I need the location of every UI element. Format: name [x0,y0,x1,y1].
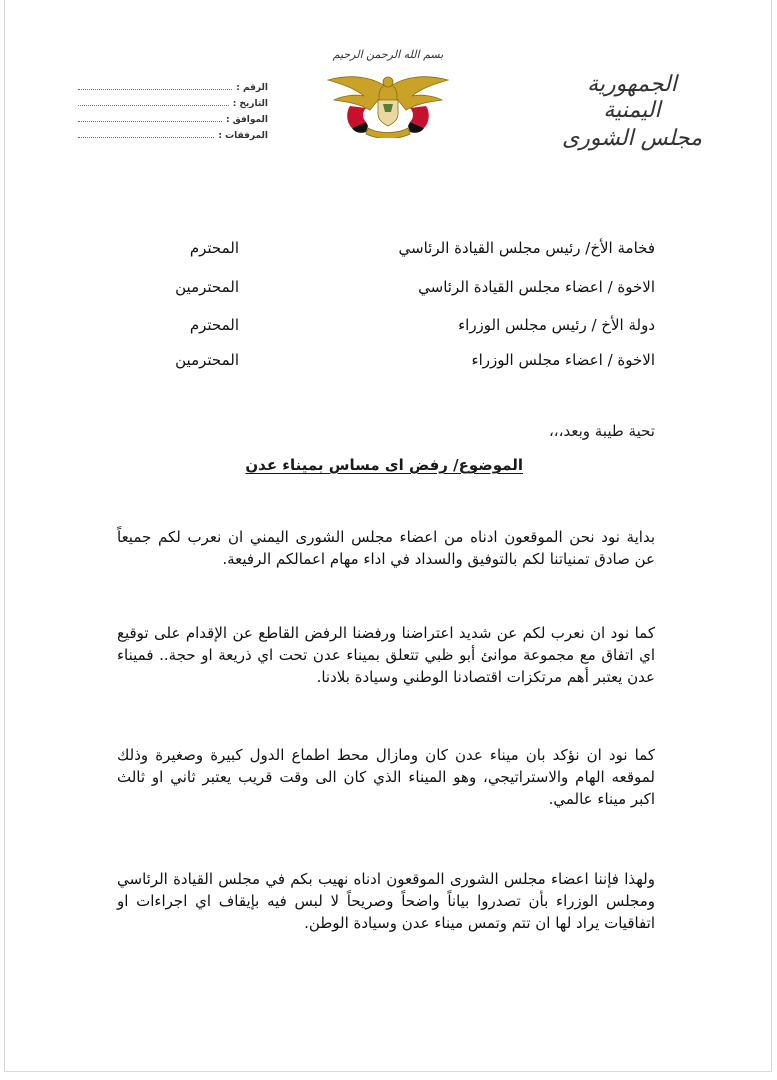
addressee-title: المحترمين [175,278,239,296]
body-paragraph: ولهذا فإننا اعضاء مجلس الشورى الموقعون ادناه نهيب بكم في مجلس القيادة الرئاسي ومجلس الوزراء بأن تصدروا بياناً واضحاً وصريحاً لا لبس فيه بإيقاف اي اجراءات او اتفاقيات يراد لها ان تتم وتمس ميناء عدن وسيادة الوطن. [117,870,655,932]
ref-label: الموافق : [226,115,268,125]
body-paragraph: كما نود ان نؤكد بان ميناء عدن كان ومازال محط اطماع الدول كبيرة وصغيرة وذلك لموقعه الهام والاستراتيجي، وهو الميناء الذي كان الى وقت قريب يعتبر ثاني او ثالث اكبر ميناء عالمي. [117,746,655,808]
letterhead-body: مجلس الشورى [562,126,702,151]
addressee-title: المحترم [189,239,239,257]
reference-fields [78,80,268,144]
addressee-name: الاخوة / اعضاء مجلس الوزراء [471,351,655,369]
addressee-name: دولة الأخ / رئيس مجلس الوزراء [458,316,655,334]
emblem [318,48,458,138]
ref-attachments [78,128,268,144]
subject-line: الموضوع/ رفض اى مساس بميناء عدن [245,456,523,474]
ref-date [78,96,268,112]
ref-dots [78,80,232,90]
body-paragraph: بداية نود نحن الموقعون ادناه من اعضاء مجلس الشورى اليمني ان نعرب لكم جميعاً عن صادق تمنياتنا لكم بالتوفيق والسداد في اداء مهام اعمالكم الرفيعة. [117,528,655,568]
letterhead-country: الجمهورية اليمنية [587,72,677,123]
ref-dots [78,112,222,122]
basmala: بسم الله الرحمن الرحيم [332,48,444,61]
ref-label: المرفقات : [218,131,268,141]
ref-number [78,80,268,96]
addressee-title: المحترم [189,316,239,334]
ref-label: التاريخ : [232,99,268,109]
addressee-name: الاخوة / اعضاء مجلس القيادة الرئاسي [418,278,655,296]
ref-dots [78,128,214,138]
ref-dots [78,96,229,106]
body-paragraph: كما نود ان نعرب لكم عن شديد اعتراضنا ورفضنا الرفض القاطع عن الإقدام على توقيع اي اتفاق مع مجموعة موانئ أبو ظبي تتعلق بميناء عدن تحت اي ذريعة او حجة.. فميناء عدن يعتبر أهم مرتكزات اقتصادنا الوطني وسيادة بلادنا. [117,624,655,686]
greeting: تحية طيبة وبعد،،، [548,422,655,440]
addressee-title: المحترمين [175,351,239,369]
letterhead [557,72,707,152]
addressee-name: فخامة الأخ/ رئيس مجلس القيادة الرئاسي [398,239,655,257]
yemen-eagle-emblem-icon [320,66,456,138]
ref-label: الرقم : [236,83,268,93]
ref-corresponding [78,112,268,128]
